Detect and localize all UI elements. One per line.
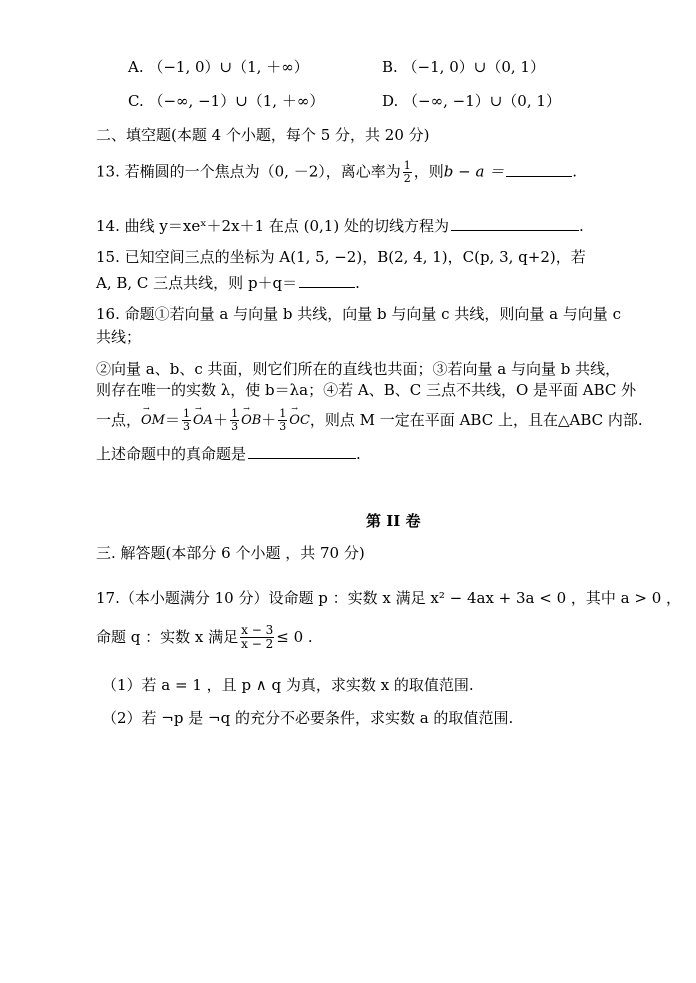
question-14 [96,216,584,234]
section-fill-in-heading: 二、填空题(本题 4 个小题，每个 5 分，共 20 分) [96,126,430,144]
q14-end: . [578,217,584,235]
q16-frac-2 [230,408,239,433]
q13-end: . [572,162,577,181]
question-17-part-2: （2）若 ¬p 是 ¬q 的充分不必要条件，求实数 a 的取值范围. [102,709,514,727]
vector-oa: → OA [193,414,213,427]
question-15-line2 [96,273,360,291]
q16-frac-3 [278,408,287,433]
q13-fraction [403,160,412,185]
question-16-line3: ②向量 a、b、c 共面，则它们所在的直线也共面；③若向量 a 与向量 b 共线， [96,360,621,378]
q17-frac-den: x − 2 [241,637,274,652]
question-17-line1: 17.（本小题满分 10 分）设命题 p ：实数 x 满足 x² − 4ax + 3a < 0 ，其中 a > 0 ， [96,589,682,607]
q13-frac-den: 2 [403,172,411,186]
q16-eq: ＝ [164,411,180,430]
q16-line5-post: ，则点 M 一定在平面 ABC 上，且在△ABC 内部. [309,411,643,430]
question-13 [96,160,577,185]
question-16-line5 [96,408,643,433]
q16-frac-3-num: 1 [279,407,287,420]
section-answer-heading: 三. 解答题(本部分 6 个小题 ，共 70 分) [96,544,365,562]
q16-frac-2-num: 1 [231,407,239,420]
q16-plus-1: ＋ [213,411,229,430]
q16-end: . [356,445,361,463]
q15-answer-blank[interactable] [299,273,355,288]
q17-line2-post: ≤ 0 . [276,628,313,647]
q13-expr: b − a ＝ [443,162,505,181]
q13-text: 13. 若椭圆的一个焦点为（0, －2），离心率为 [96,162,401,181]
q15-text: A, B, C 三点共线，则 p＋q＝ [96,274,298,292]
q16-line5-pre: 一点， [96,411,142,430]
q13-answer-blank[interactable] [506,162,572,177]
q15-end: . [355,274,360,292]
question-16-line4: 则存在唯一的实数 λ，使 b＝λa；④若 A、B、C 三点不共线，O 是平面 ABC 外 [96,381,637,399]
q16-frac-1-den: 3 [183,420,190,434]
q16-conclusion: 上述命题中的真命题是 [96,445,247,463]
option-a: A. （−1, 0）∪（1, ＋∞） [128,58,309,76]
question-15-line1: 15. 已知空间三点的坐标为 A(1, 5, −2)，B(2, 4, 1)，C(p, 3, q+2)，若 [96,248,586,266]
vector-oc: → OC [289,414,310,427]
q14-text: 14. 曲线 y＝xeˣ＋2x＋1 在点 (0,1) 处的切线方程为 [96,217,449,235]
q17-line2-pre: 命题 q ：实数 x 满足 [96,628,239,647]
vector-om: → OM [141,414,165,427]
option-b: B. （−1, 0）∪（0, 1） [382,58,545,76]
question-16-line2: 共线； [96,328,142,346]
question-16-line6 [96,444,361,462]
q17-frac-num: x − 3 [241,623,274,637]
question-16-line1: 16. 命题①若向量 a 与向量 b 共线，向量 b 与向量 c 共线，则向量 a 与向量 c [96,305,621,323]
q16-frac-1-num: 1 [183,407,190,420]
q13-post: ，则 [413,162,444,181]
q16-plus-2: ＋ [261,411,277,430]
part-2-title: 第 II 卷 [366,512,421,530]
q13-frac-num: 1 [403,159,411,172]
question-17-part-1: （1）若 a = 1 ，且 p ∧ q 为真，求实数 x 的取值范围. [102,676,474,694]
question-17-line2 [96,624,313,651]
option-d: D. （−∞, −1）∪（0, 1） [382,92,561,110]
q14-answer-blank[interactable] [451,216,579,231]
q16-frac-3-den: 3 [279,420,287,434]
q17-fraction [240,624,274,651]
q16-answer-blank[interactable] [248,444,356,459]
option-c: C. （−∞, −1）∪（1, ＋∞） [128,92,325,110]
q16-frac-2-den: 3 [231,420,239,434]
q16-frac-1 [182,408,191,433]
vector-ob: → OB [241,414,261,427]
